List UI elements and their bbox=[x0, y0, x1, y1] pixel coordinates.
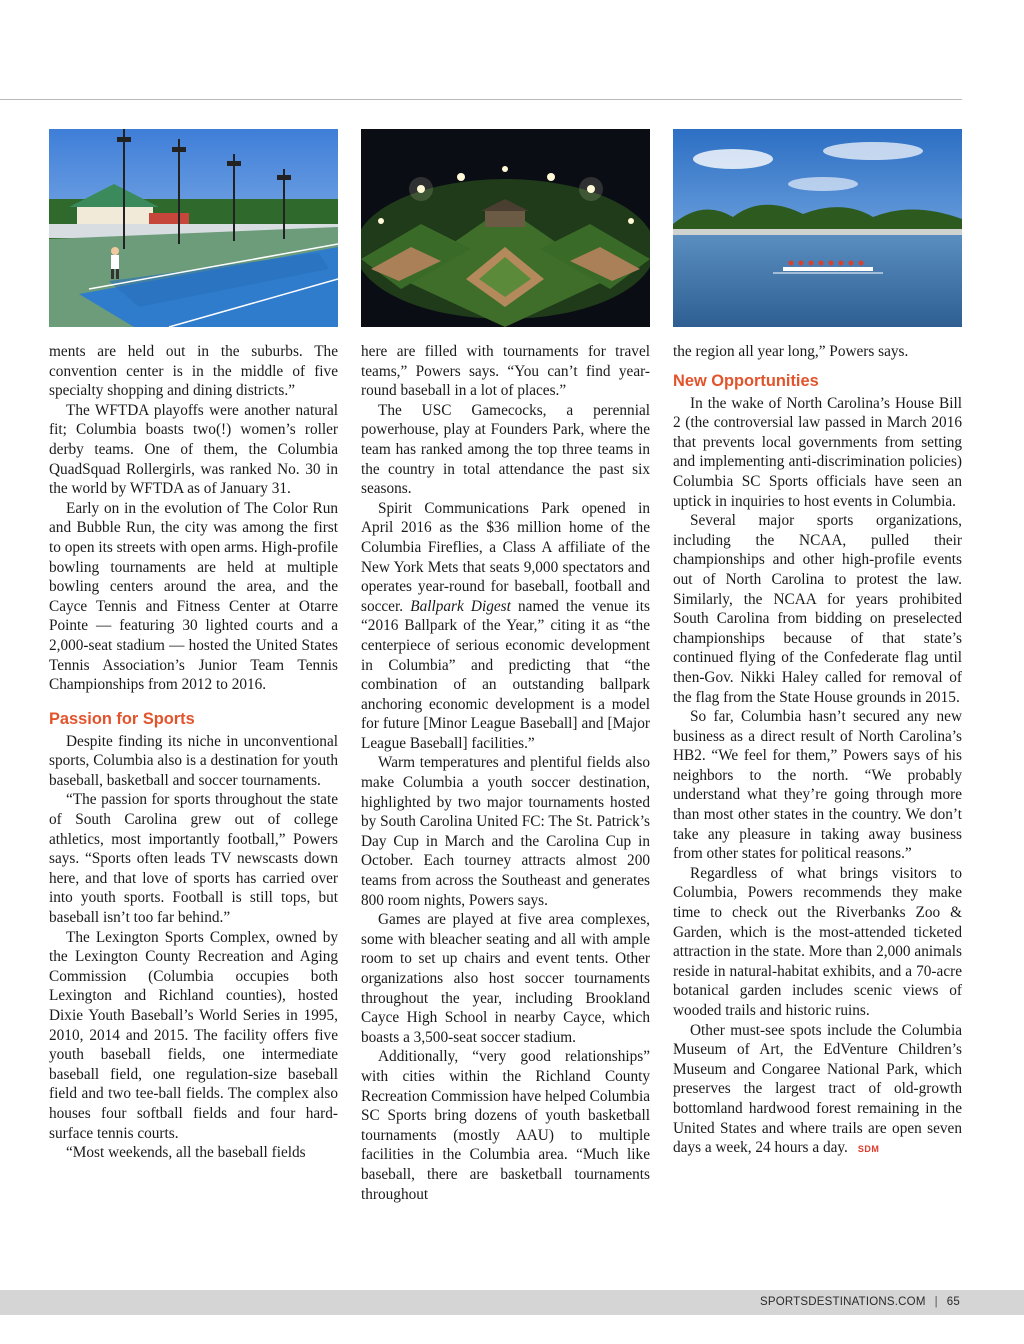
paragraph bbox=[361, 499, 650, 754]
paragraph: Games are played at five area complexes, some with bleacher seating and all with ample room to set up chairs and event tents. Other organizations also host soccer tournaments throughout the year, including Brookland Cayce High School in nearby Cayce, which boasts a 3,500-seat soccer stadium. bbox=[361, 911, 650, 1046]
footer-separator: | bbox=[934, 1296, 938, 1308]
paragraph: Early on in the evolution of The Color Run and Bubble Run, the city was among the first to open its streets with open arms. High-profile bowling tournaments are held at multiple bowling centers around the area, and the Cayce Tennis and Fitness Center at Otarre Pointe — featuring 30 lighted courts and a 2,000-seat stadium — hosted the United States Tennis Association’s Junior Team Tennis Championships from 2012 to 2016. bbox=[49, 499, 338, 694]
paragraph: the region all year long,” Powers says. bbox=[673, 343, 909, 360]
section-heading: New Opportunities bbox=[673, 371, 819, 390]
paragraph: Despite finding its niche in unconventional sports, Columbia also is a destination for youth baseball, basketball and soccer tournaments. bbox=[49, 732, 338, 789]
river-rowing-photo bbox=[673, 129, 962, 327]
section-heading: Passion for Sports bbox=[49, 709, 195, 728]
paragraph: So far, Columbia hasn’t secured any new business as a direct result of North Carolina’s HB2. “We feel for them,” Powers says of his neighbors to the north. “We probably understand what they’re going through more than most other states in the country. We don’t take any pleasure in taking away business from other states for political reasons.” bbox=[673, 708, 962, 863]
footer bbox=[760, 1296, 960, 1308]
paragraph: “The passion for sports throughout the state of South Carolina grew out of college athletics, most importantly football,” Powers says. “Sports often leads TV newscasts down here, and that love of sports has carried over into youth sports. Football is still tops, but baseball isn’t too far behind.” bbox=[49, 791, 338, 927]
paragraph: “Most weekends, all the baseball fields bbox=[66, 1144, 306, 1162]
paragraph-text: named the venue its “2016 Ballpark of the Year,” citing it as “the centerpiece of serious economic development in Columbia” and predicting that “the combination of an outstanding ballpark anchoring economic development is a model for future [Minor League Baseball] and [Major League Baseball] facilities.” bbox=[361, 597, 650, 752]
end-mark-logo: SDM bbox=[857, 1144, 880, 1155]
paragraph-text: Spirit Communications Park opened in April 2016 as the $36 million home of the Columbia Fireflies, a Class A affiliate of the New York Mets that seats 9,000 spectators and operates year-round for baseball, football and soccer. bbox=[361, 499, 650, 615]
article-column-1 bbox=[49, 342, 338, 1163]
paragraph-text: Other must-see spots include the Columbia Museum of Art, the EdVenture Children’s Museum and Congaree National Park, which preserves the largest tract of old-growth bottomland hardwood forest remaining in the United States and where trails are open seven days a week, 24 hours a day. bbox=[673, 1021, 962, 1157]
paragraph: The Lexington Sports Complex, owned by the Lexington County Recreation and Aging Commission (Columbia occupies both Lexington and Richland counties), hosted Dixie Youth Baseball’s World Series in 1995, 2010, 2014 and 2015. The facility offers five youth baseball fields, one intermediate baseball field, one regulation-size baseball field and two tee-ball fields. The complex also houses four softball fields and four hard-surface tennis courts. bbox=[49, 928, 338, 1142]
paragraph: ments are held out in the suburbs. The convention center is in the middle of five specialty shopping and dining districts.” bbox=[49, 343, 338, 400]
paragraph: Additionally, “very good relationships” with cities within the Richland County Recreation Commission have helped Columbia SC Sports bring dozens of youth basketball tournaments (mostly AAU) to multiple facilities in the Columbia area. “Much like baseball, there are basketball tournaments throughout bbox=[361, 1048, 650, 1203]
paragraph bbox=[673, 1021, 962, 1160]
article-column-3 bbox=[673, 342, 962, 1160]
ballpark-night-photo bbox=[361, 129, 650, 327]
top-rule bbox=[0, 99, 962, 100]
paragraph: Regardless of what brings visitors to Columbia, Powers recommends they make time to check out the Riverbanks Zoo & Garden, which is the most-attended ticketed attraction in the state. More than 2,000 animals reside in natural-habitat exhibits, and a 70-acre botanical garden includes scenic views of wooded trails and historic ruins. bbox=[673, 864, 962, 1019]
page-number: 65 bbox=[946, 1296, 960, 1308]
paragraph: In the wake of North Carolina’s House Bill 2 (the controversial law passed in March 2016 that prevents local governments from setting and implementing anti-discrimination policies) Columbia SC Sports officials have seen an uptick in inquiries to host events in Columbia. bbox=[673, 394, 962, 510]
paragraph: The WFTDA playoffs were another natural fit; Columbia boasts two(!) women’s roller derby teams. One of them, the Columbia QuadSquad Rollergirls, was ranked No. 30 in the world by WFTDA as of January 31. bbox=[49, 401, 338, 498]
article-column-2 bbox=[361, 342, 650, 1204]
footer-site: SPORTSDESTINATIONS.COM bbox=[759, 1296, 926, 1308]
tennis-center-photo bbox=[49, 129, 338, 327]
publication-title: Ballpark Digest bbox=[410, 597, 511, 615]
paragraph: The USC Gamecocks, a perennial powerhouse, play at Founders Park, where the team has ranked among the top three teams in the country in total attendance the past six seasons. bbox=[361, 401, 650, 498]
paragraph: here are filled with tournaments for travel teams,” Powers says. “You can’t find year-round baseball in a lot of places.” bbox=[361, 343, 650, 400]
paragraph: Several major sports organizations, including the NCAA, pulled their championships and other high-profile events out of North Carolina to protest the law. Similarly, the NCAA for years prohibited South Carolina from bidding on preselected championships because of that state’s continued flying of the Confederate flag until then-Gov. Nikki Haley called for removal of the flag from the State House grounds in 2015. bbox=[673, 512, 962, 706]
paragraph: Warm temperatures and plentiful fields also make Columbia a youth soccer destination, highlighted by two major tournaments hosted by South Carolina United FC: The St. Patrick’s Day Cup in March and the Carolina Cup in October. Each tourney attracts almost 200 teams from across the Southeast and generates 800 room nights, Powers says. bbox=[361, 754, 650, 909]
